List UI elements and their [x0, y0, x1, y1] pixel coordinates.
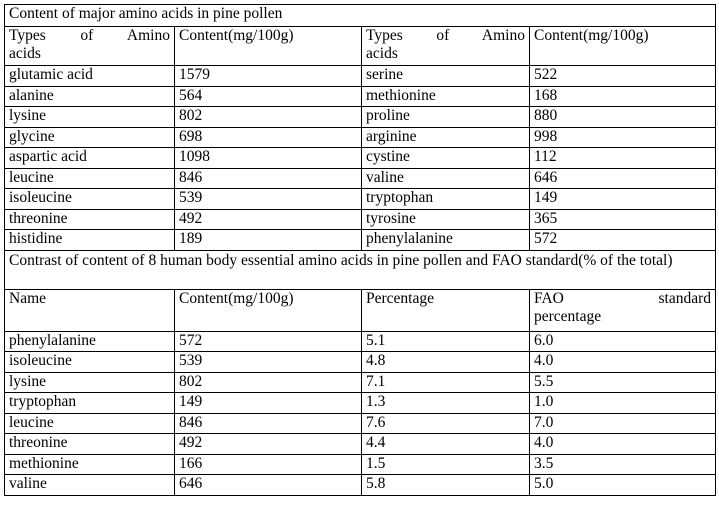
table2-cell-content: 539: [175, 352, 362, 373]
table1-cell-name-right: methionine: [362, 86, 530, 107]
table1-cell-name-left: glycine: [5, 127, 175, 148]
table2-cell-percentage: 5.8: [362, 475, 530, 496]
table2-cell-percentage: 5.1: [362, 331, 530, 352]
table1-cell-content-left: 1579: [175, 66, 362, 87]
table1-row: [5, 127, 716, 148]
table2-cell-content: 646: [175, 475, 362, 496]
table2-cell-name: lysine: [5, 372, 175, 393]
table1-row: [5, 148, 716, 169]
table1-header-types-left: [5, 27, 175, 66]
table1-cell-name-left: leucine: [5, 168, 175, 189]
table2-row: [5, 331, 716, 352]
table2-header-percentage: Percentage: [362, 289, 530, 331]
table1-cell-content-right: 572: [530, 230, 716, 251]
table1-row: [5, 209, 716, 230]
table2-cell-name: isoleucine: [5, 352, 175, 373]
table2-cell-name: threonine: [5, 434, 175, 455]
table2-row: [5, 393, 716, 414]
table1-title: Content of major amino acids in pine pollen: [5, 5, 716, 27]
table1-header-row: [5, 27, 716, 66]
table2-cell-percentage: 1.5: [362, 454, 530, 475]
table2-cell-fao: 7.0: [530, 413, 716, 434]
table2-cell-percentage: 7.6: [362, 413, 530, 434]
table1-cell-content-left: 564: [175, 86, 362, 107]
table2-cell-content: 572: [175, 331, 362, 352]
table1-cell-name-right: proline: [362, 107, 530, 128]
table2-cell-name: leucine: [5, 413, 175, 434]
table2-cell-content: 166: [175, 454, 362, 475]
table1-row: [5, 168, 716, 189]
table2-row: [5, 413, 716, 434]
table1-cell-content-left: 846: [175, 168, 362, 189]
table1-cell-name-left: histidine: [5, 230, 175, 251]
table2-cell-content: 492: [175, 434, 362, 455]
table1-cell-name-right: phenylalanine: [362, 230, 530, 251]
table1-header-types-right: [362, 27, 530, 66]
table1-cell-name-left: threonine: [5, 209, 175, 230]
table2-title-row: [5, 250, 716, 289]
table2-cell-content: 802: [175, 372, 362, 393]
table2-header-fao-line2: percentage: [534, 307, 602, 325]
document-table-body: [5, 5, 716, 496]
table1-cell-content-right: 149: [530, 189, 716, 210]
table1-row: [5, 230, 716, 251]
table1-header-types-left-line1: Types of Amino: [9, 27, 170, 44]
amino-acid-document-table: [4, 4, 716, 496]
table1-header-types-right-line2: acids: [366, 45, 398, 62]
table1-cell-content-right: 998: [530, 127, 716, 148]
table2-header-content: Content(mg/100g): [175, 289, 362, 331]
table1-cell-name-left: alanine: [5, 86, 175, 107]
table1-row: [5, 107, 716, 128]
table1-cell-content-right: 646: [530, 168, 716, 189]
table1-row: [5, 86, 716, 107]
table1-row: [5, 189, 716, 210]
table1-cell-content-right: 168: [530, 86, 716, 107]
table2-row: [5, 454, 716, 475]
table1-cell-name-right: arginine: [362, 127, 530, 148]
table1-header-types-left-line2: acids: [9, 45, 41, 62]
table2-cell-fao: 3.5: [530, 454, 716, 475]
table2-cell-name: phenylalanine: [5, 331, 175, 352]
table1-cell-name-right: cystine: [362, 148, 530, 169]
table2-header-row: [5, 289, 716, 331]
table1-cell-content-right: 365: [530, 209, 716, 230]
table1-cell-name-right: valine: [362, 168, 530, 189]
table2-cell-percentage: 7.1: [362, 372, 530, 393]
table2-header-name: Name: [5, 289, 175, 331]
table2-cell-content: 149: [175, 393, 362, 414]
table2-title: Contrast of content of 8 human body essential amino acids in pine pollen and FAO standard(% of the total): [5, 250, 716, 289]
table2-header-fao-line1: FAO standard: [534, 289, 712, 307]
table2-cell-name: tryptophan: [5, 393, 175, 414]
table1-cell-content-left: 802: [175, 107, 362, 128]
table2-header-fao: [530, 289, 716, 331]
table1-cell-content-right: 522: [530, 66, 716, 87]
table2-cell-name: valine: [5, 475, 175, 496]
table1-cell-name-left: lysine: [5, 107, 175, 128]
table1-header-types-right-line1: Types of Amino: [366, 27, 525, 44]
table2-row: [5, 475, 716, 496]
table1-cell-content-left: 539: [175, 189, 362, 210]
table2-cell-name: methionine: [5, 454, 175, 475]
table1-cell-content-left: 189: [175, 230, 362, 251]
table1-cell-content-left: 698: [175, 127, 362, 148]
table2-cell-fao: 1.0: [530, 393, 716, 414]
table2-row: [5, 352, 716, 373]
table1-title-row: [5, 5, 716, 27]
table1-cell-content-left: 492: [175, 209, 362, 230]
table2-cell-content: 846: [175, 413, 362, 434]
table2-cell-percentage: 4.8: [362, 352, 530, 373]
table1-cell-content-left: 1098: [175, 148, 362, 169]
table1-cell-content-right: 112: [530, 148, 716, 169]
table1-cell-name-right: tyrosine: [362, 209, 530, 230]
table1-row: [5, 66, 716, 87]
table1-cell-name-left: isoleucine: [5, 189, 175, 210]
table2-cell-percentage: 4.4: [362, 434, 530, 455]
table1-header-content-right: Content(mg/100g): [530, 27, 716, 66]
table2-cell-fao: 5.5: [530, 372, 716, 393]
table1-cell-name-right: serine: [362, 66, 530, 87]
table2-cell-fao: 4.0: [530, 352, 716, 373]
table1-cell-name-left: glutamic acid: [5, 66, 175, 87]
table2-row: [5, 372, 716, 393]
table2-cell-fao: 4.0: [530, 434, 716, 455]
table1-cell-content-right: 880: [530, 107, 716, 128]
table1-cell-name-right: tryptophan: [362, 189, 530, 210]
table1-cell-name-left: aspartic acid: [5, 148, 175, 169]
table2-cell-fao: 6.0: [530, 331, 716, 352]
table2-cell-fao: 5.0: [530, 475, 716, 496]
table1-header-content-left: Content(mg/100g): [175, 27, 362, 66]
table2-row: [5, 434, 716, 455]
table2-cell-percentage: 1.3: [362, 393, 530, 414]
